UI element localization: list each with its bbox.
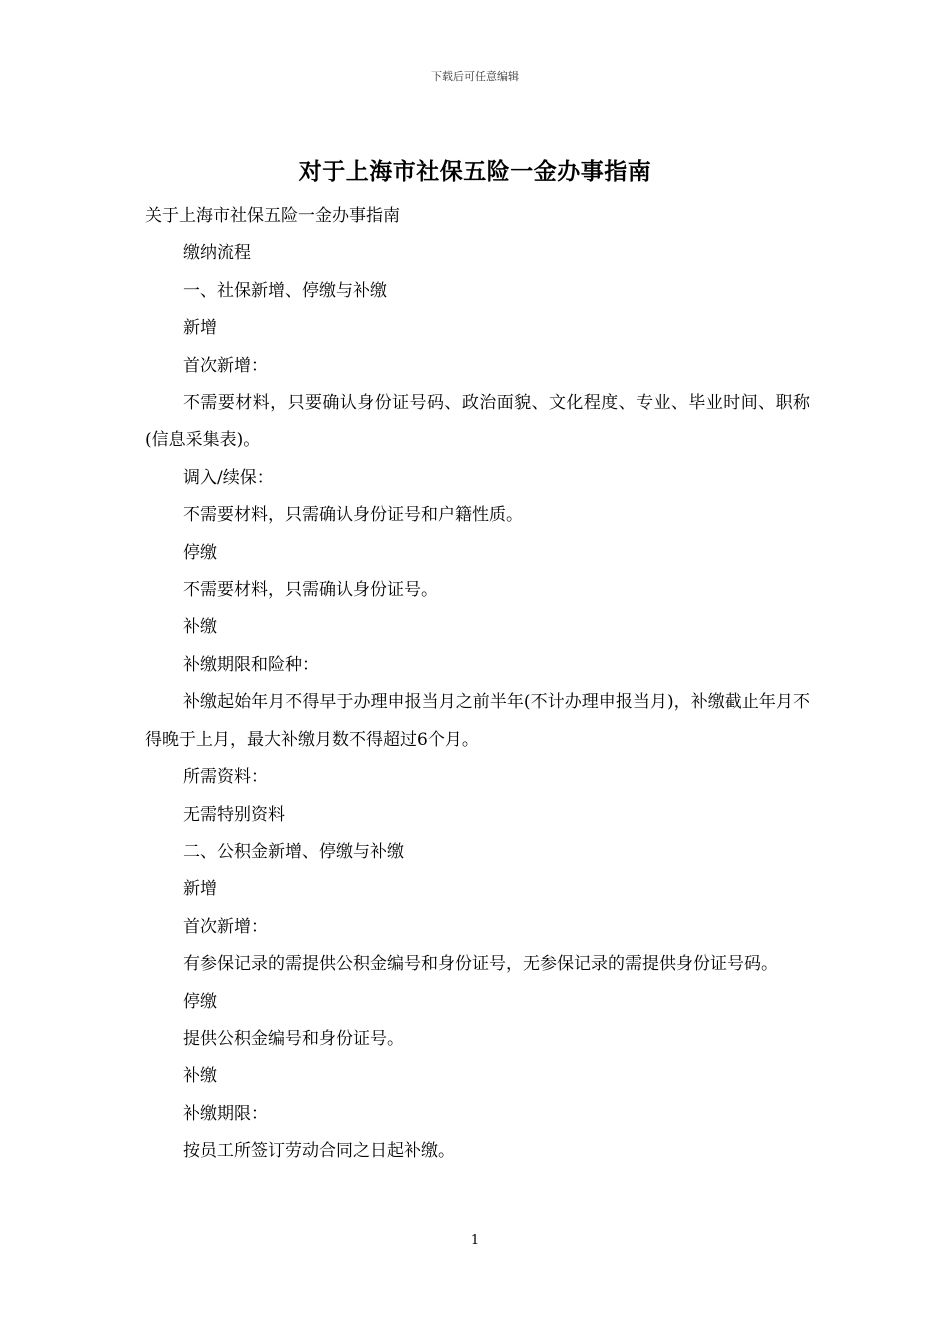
paragraph: 不需要材料，只要确认身份证号码、政治面貌、文化程度、专业、毕业时间、职称(信息采集表)。 <box>145 393 810 451</box>
subsection-heading: 停缴 <box>183 542 217 563</box>
paragraph: 有参保记录的需提供公积金编号和身份证号，无参保记录的需提供身份证号码。 <box>183 954 778 975</box>
item-label: 补缴期限和险种： <box>183 654 319 675</box>
paragraph: 不需要材料，只需确认身份证号。 <box>183 580 438 601</box>
document-title: 对于上海市社保五险一金办事指南 <box>298 158 652 185</box>
subsection-heading: 停缴 <box>183 991 217 1012</box>
paragraph: 提供公积金编号和身份证号。 <box>183 1028 404 1049</box>
subsection-heading: 新增 <box>183 318 217 339</box>
subsection-heading: 补缴 <box>183 617 217 638</box>
paragraph: 不需要材料，只需确认身份证号和户籍性质。 <box>183 505 523 526</box>
item-label: 首次新增： <box>183 916 268 937</box>
header-note: 下载后可任意编辑 <box>431 70 519 83</box>
subsection-heading: 新增 <box>183 879 217 900</box>
paragraph: 补缴起始年月不得早于办理申报当月之前半年(不计办理申报当月)，补缴截止年月不得晚于上月，最大补缴月数不得超过6个月。 <box>145 692 810 750</box>
section-heading: 二、公积金新增、停缴与补缴 <box>183 841 404 862</box>
subsection-heading: 补缴 <box>183 1066 217 1087</box>
item-label: 所需资料： <box>183 767 268 788</box>
paragraph: 无需特别资料 <box>183 804 285 825</box>
section-heading: 缴纳流程 <box>183 243 251 264</box>
section-heading: 一、社保新增、停缴与补缴 <box>183 280 387 301</box>
item-label: 首次新增： <box>183 355 268 376</box>
paragraph: 关于上海市社保五险一金办事指南 <box>145 206 400 226</box>
item-label: 补缴期限： <box>183 1103 268 1124</box>
paragraph: 按员工所签订劳动合同之日起补缴。 <box>183 1141 455 1162</box>
page-number: 1 <box>470 1233 480 1248</box>
document-body <box>145 198 810 1171</box>
item-label: 调入/续保： <box>183 467 274 488</box>
